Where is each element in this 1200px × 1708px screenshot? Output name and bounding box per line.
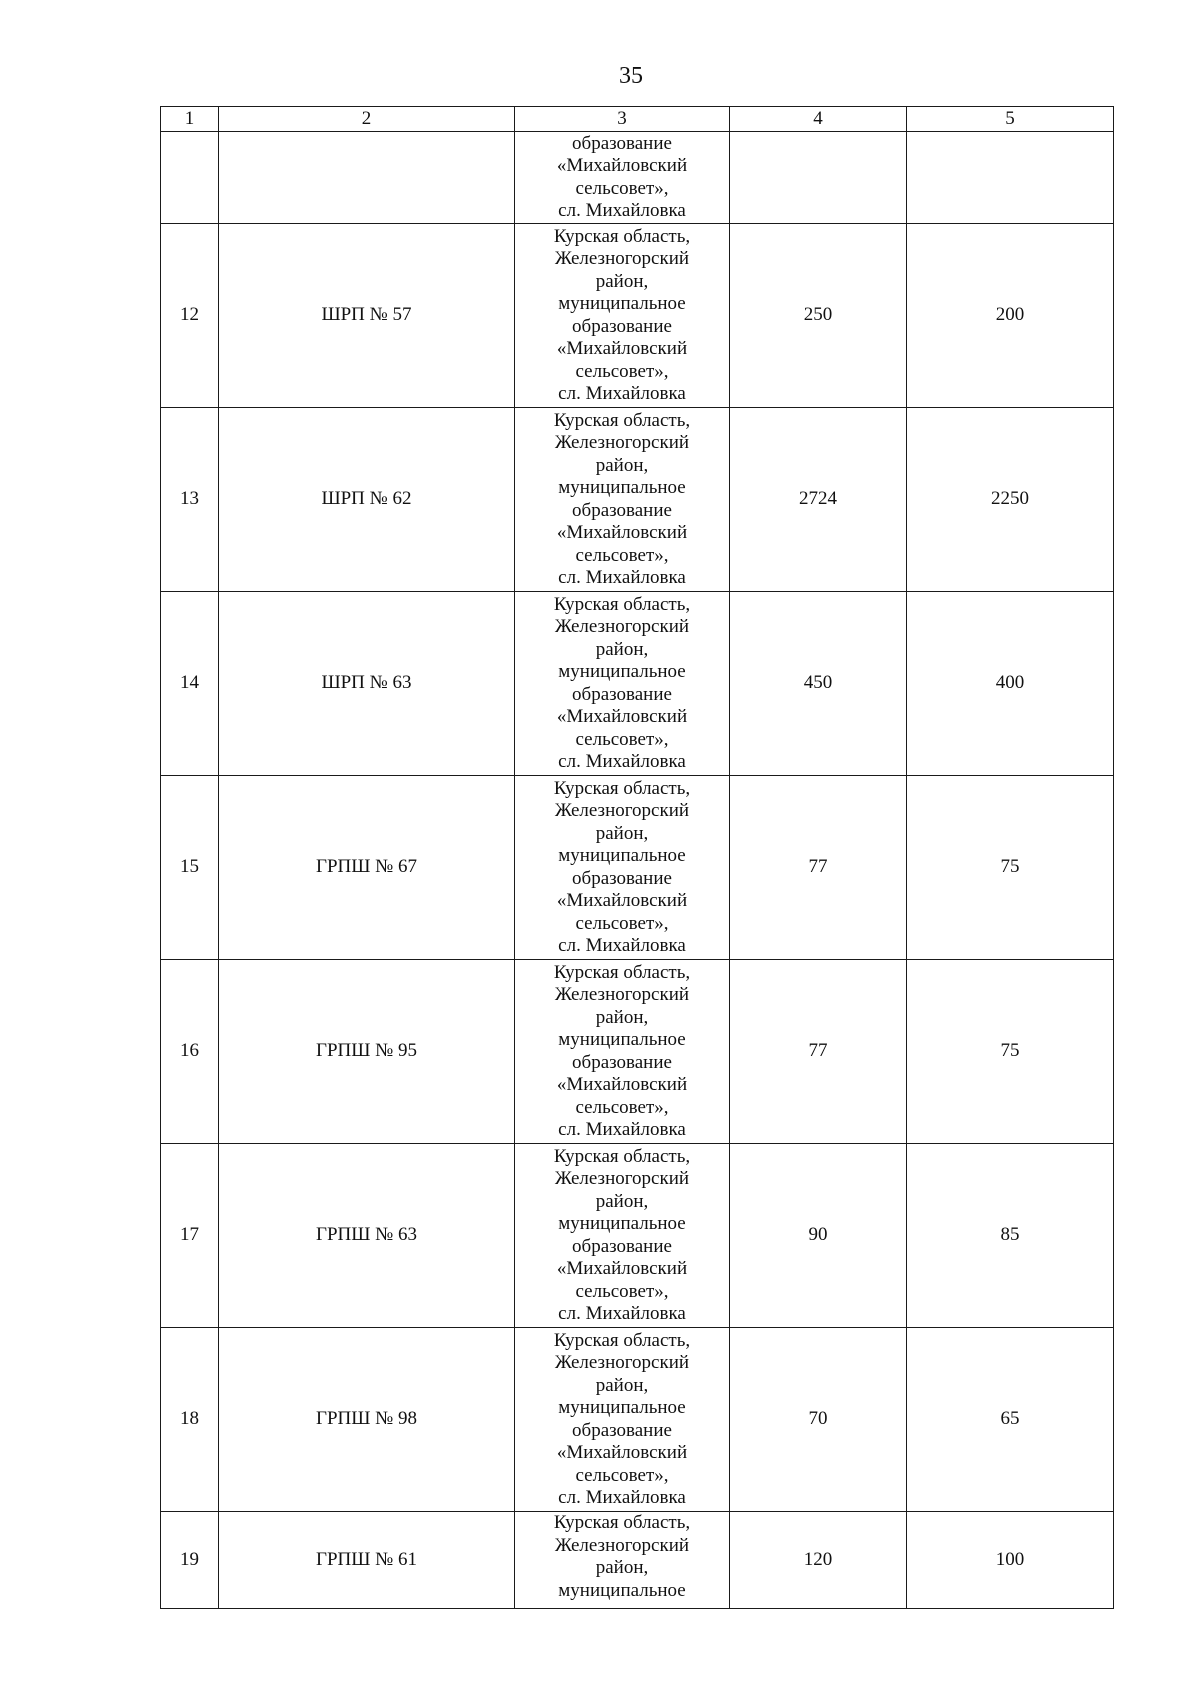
address-line: образование [572,1051,672,1073]
object-name-cell: ШРП № 63 [219,592,515,776]
table-row [161,960,1114,1144]
table-header-row [161,107,1114,132]
row-number-cell: 19 [161,1512,219,1609]
address-cell [515,1512,730,1609]
object-name-cell: ШРП № 57 [219,224,515,408]
address-cell [515,224,730,408]
address-line: Железногорский [554,1168,690,1189]
row-number-cell: 15 [161,776,219,960]
object-name-cell: ГРПШ № 95 [219,960,515,1144]
column-header: 1 [161,107,219,132]
address-line: «Михайловский [556,1258,688,1279]
document-table [160,106,1114,1609]
address-cell [515,592,730,776]
address-line: образование [572,1419,672,1441]
address-line: образование [572,499,672,521]
address-line: сл. Михайловка [558,1487,686,1508]
address-line: сл. Михайловка [558,1119,686,1140]
address-line: Курская область, [553,225,691,247]
address-line: муниципальное [558,477,686,498]
address-line: сельсовет», [575,1280,669,1302]
value-cell-col5: 65 [907,1328,1114,1512]
address-cell [515,132,730,224]
table-row [161,1512,1114,1609]
address-line: Курская область, [553,593,691,615]
address-line: муниципальное [558,293,686,314]
address-line: Железногорский [554,800,690,821]
value-cell-col4: 2724 [730,408,907,592]
address-line: Курская область, [553,777,691,799]
address-line: сл. Михайловка [558,935,686,956]
value-cell-col5: 100 [907,1512,1114,1609]
address-line: район, [595,454,649,476]
address-line: образование [572,867,672,889]
table-row [161,224,1114,408]
value-cell-col4: 77 [730,776,907,960]
address-line: Курская область, [553,1329,691,1351]
address-line: сельсовет», [575,1464,669,1486]
object-name-cell: ШРП № 62 [219,408,515,592]
address-line: сл. Михайловка [558,751,686,772]
address-line: муниципальное [558,1397,686,1418]
row-number-cell: 16 [161,960,219,1144]
value-cell-col5: 75 [907,776,1114,960]
value-cell-col5 [907,132,1114,224]
address-cell [515,776,730,960]
address-line: Железногорский [554,984,690,1005]
value-cell-col4: 70 [730,1328,907,1512]
address-line: «Михайловский [556,890,688,911]
table-row [161,592,1114,776]
object-name-cell: ГРПШ № 98 [219,1328,515,1512]
value-cell-col5: 400 [907,592,1114,776]
address-line: Железногорский [554,1352,690,1373]
table-row-continued [161,132,1114,224]
value-cell-col4: 250 [730,224,907,408]
address-line: сельсовет», [575,177,669,199]
address-line: муниципальное [558,845,686,866]
address-line: сл. Михайловка [558,383,686,404]
address-line: сельсовет», [575,544,669,566]
value-cell-col5: 200 [907,224,1114,408]
column-header: 4 [730,107,907,132]
address-line: сл. Михайловка [558,200,686,221]
address-line: район, [595,822,649,844]
address-line: «Михайловский [556,522,688,543]
address-line: муниципальное [558,1213,686,1234]
row-number-cell: 12 [161,224,219,408]
address-line: образование [572,683,672,705]
address-line: Курская область, [553,1512,691,1533]
address-line: район, [595,1374,649,1396]
address-cell [515,408,730,592]
object-name-cell [219,132,515,224]
address-line: Курская область, [553,1145,691,1167]
column-header: 2 [219,107,515,132]
address-line: район, [595,638,649,660]
address-line: Железногорский [554,432,690,453]
column-header: 3 [515,107,730,132]
address-line: «Михайловский [556,155,688,176]
address-line: Курская область, [553,409,691,431]
address-line: сл. Михайловка [558,567,686,588]
address-line: образование [572,315,672,337]
table-row [161,1144,1114,1328]
address-line: район, [595,1557,649,1578]
address-line: Железногорский [554,1534,690,1556]
address-line: район, [595,1190,649,1212]
value-cell-col4 [730,132,907,224]
address-line: сельсовет», [575,1096,669,1118]
address-cell [515,1328,730,1512]
row-number-cell: 13 [161,408,219,592]
row-number-cell [161,132,219,224]
object-name-cell: ГРПШ № 67 [219,776,515,960]
address-line: образование [572,132,672,154]
table-row [161,408,1114,592]
address-line: сл. Михайловка [558,1303,686,1324]
value-cell-col4: 450 [730,592,907,776]
address-line: «Михайловский [556,1442,688,1463]
address-line: Курская область, [553,961,691,983]
page-number: 35 [619,63,643,89]
row-number-cell: 17 [161,1144,219,1328]
address-line: Железногорский [554,616,690,637]
address-line: сельсовет», [575,728,669,750]
address-line: район, [595,270,649,292]
address-line: Железногорский [554,248,690,269]
address-line: муниципальное [558,1579,686,1601]
address-line: «Михайловский [556,1074,688,1095]
column-header: 5 [907,107,1114,132]
table-row [161,776,1114,960]
row-number-cell: 14 [161,592,219,776]
address-line: «Михайловский [556,338,688,359]
address-line: «Михайловский [556,706,688,727]
value-cell-col5: 75 [907,960,1114,1144]
value-cell-col4: 77 [730,960,907,1144]
address-line: сельсовет», [575,912,669,934]
address-cell [515,960,730,1144]
address-line: сельсовет», [575,360,669,382]
object-name-cell: ГРПШ № 63 [219,1144,515,1328]
address-cell [515,1144,730,1328]
address-line: муниципальное [558,661,686,682]
value-cell-col4: 90 [730,1144,907,1328]
object-name-cell: ГРПШ № 61 [219,1512,515,1609]
table-row [161,1328,1114,1512]
value-cell-col5: 2250 [907,408,1114,592]
value-cell-col5: 85 [907,1144,1114,1328]
value-cell-col4: 120 [730,1512,907,1609]
address-line: образование [572,1235,672,1257]
address-line: район, [595,1006,649,1028]
address-line: муниципальное [558,1029,686,1050]
row-number-cell: 18 [161,1328,219,1512]
